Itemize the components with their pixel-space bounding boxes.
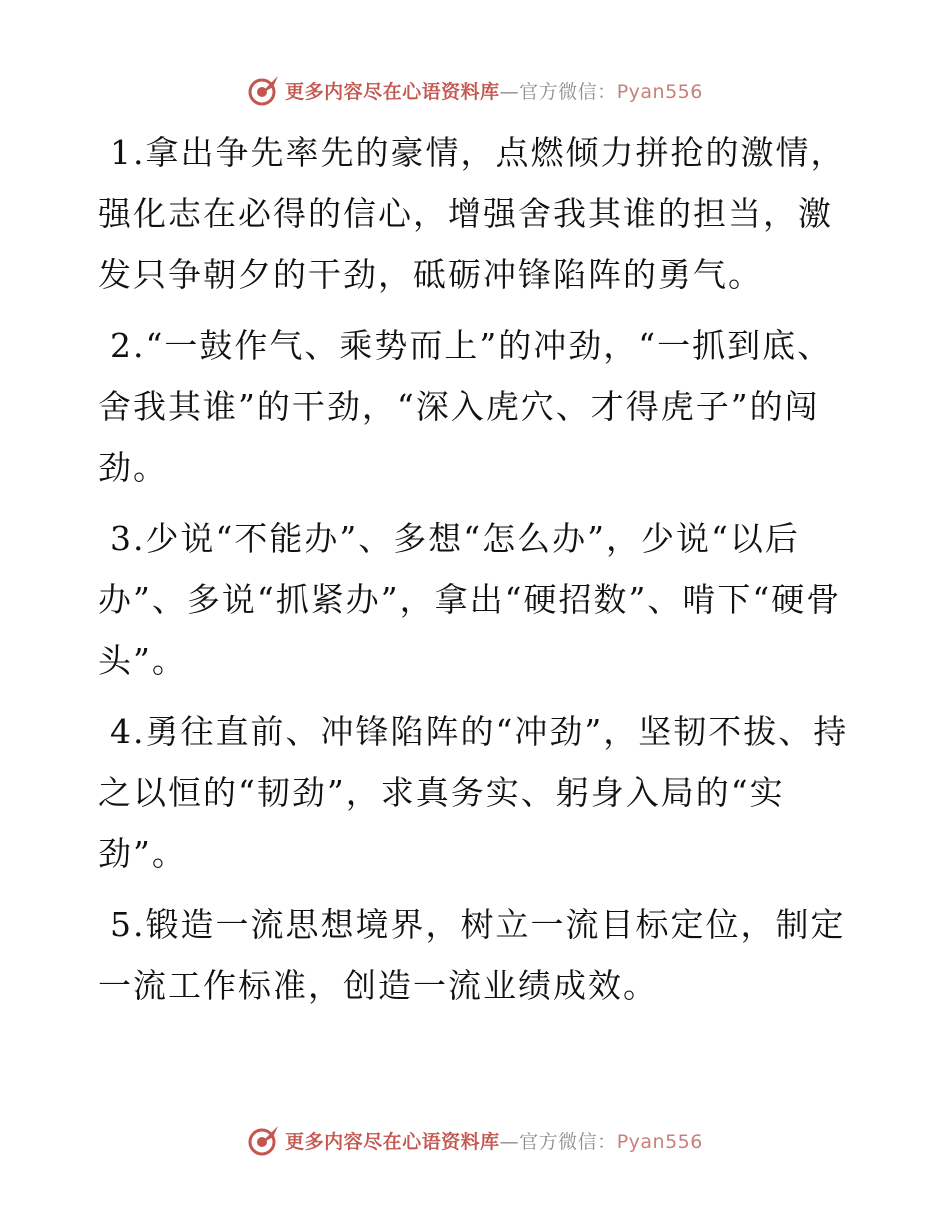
document-body	[98, 122, 858, 1026]
watermark-dash: —	[499, 1130, 520, 1153]
quill-logo-icon	[247, 73, 281, 107]
quill-logo-icon	[247, 1123, 281, 1157]
watermark-handle: Pyan556	[616, 80, 703, 103]
watermark-text	[285, 1127, 703, 1154]
watermark-brand: 更多内容尽在心语资料库	[285, 1130, 500, 1153]
header-watermark	[0, 70, 950, 110]
paragraph-2: 2.“一鼓作气、乘势而上”的冲劲，“一抓到底、舍我其谁”的干劲，“深入虎穴、才得虎子”的闯劲。	[98, 326, 833, 487]
paragraph-1: 1.拿出争先率先的豪情，点燃倾力拼抢的激情，强化志在必得的信心，增强舍我其谁的担当，激发只争朝夕的干劲，砥砺冲锋陷阵的勇气。	[98, 133, 846, 294]
watermark-wechat-label: 官方微信：	[519, 80, 617, 103]
paragraph-4: 4.勇往直前、冲锋陷阵的“冲劲”，坚韧不拔、持之以恒的“韧劲”，求真务实、躬身入局的“实劲”。	[98, 712, 849, 873]
paragraph-5: 5.锻造一流思想境界，树立一流目标定位，制定一流工作标准，创造一流业绩成效。	[98, 905, 846, 1005]
watermark-brand: 更多内容尽在心语资料库	[285, 80, 500, 103]
paragraph-3: 3.少说“不能办”、多想“怎么办”，少说“以后办”、多说“抓紧办”，拿出“硬招数”、啃下“硬骨头”。	[98, 519, 842, 680]
watermark-handle: Pyan556	[616, 1130, 703, 1153]
footer-watermark	[0, 1120, 950, 1160]
watermark-wechat-label: 官方微信：	[519, 1130, 617, 1153]
watermark-dash: —	[499, 80, 520, 103]
watermark-text	[285, 77, 703, 104]
